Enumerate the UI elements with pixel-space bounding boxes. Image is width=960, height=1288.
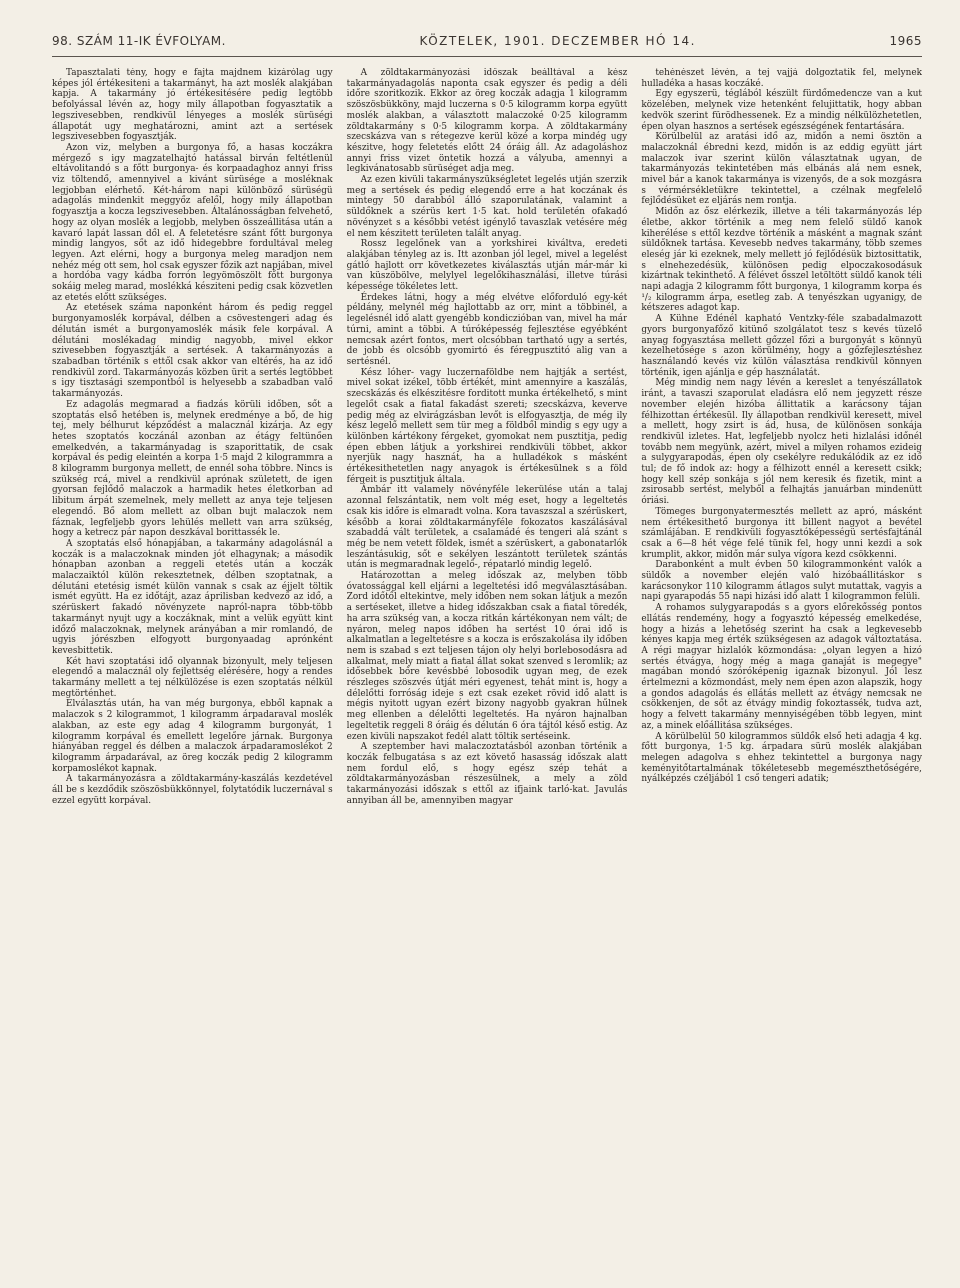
paragraph: Kész lóher- vagy luczernaföldbe nem hajtják a sertést, mivel sokat izékel, több értékét, mint amennyire a kaszálás, szecskázás és elkészitésre forditott munka értékelhető, s mint legelőt csak a fiatal fakadást szereti; szecskázva, keverve pedig még az elvirágzásban levőt is elfogyasztja, de még ily kész legelő mellett sem tür meg a földből mindig s egy ugy a különben kártékony férgeket, gyomokat nem pusztitja, pedig épen ebben látjuk a yorkshirei rendkivüli többet, akkor nyerjük nagy hasznát, ha a hulladékok s másként értékesithetetlen nagy anyagok is értékesülnek s a föld férgeit is pusztitjuk általa. (346, 367, 628, 485)
paragraph: Határozottan a meleg időszak az, melyben több óvatossággal kell eljárni a legeltetési idő megválasztásában. Zord időtől eltekintve, mely időben nem sokan látjuk a mezőn a sertéseket, illetve a hideg időszakban csak a fiatal töredék, ha arra szükség van, a kocza ritkán kártékonyan nem vált; de nyáron, meleg napos időben ha sertést 10 órai idő is alkalmatlan a legeltetésre s a kocza is erőszakolása ily időben nem is szabad s ezt teljesen tájon oly helyi borlebosodásra ad alkalmat, mely miatt a fiatal állat sokat szenved s leromlik; az idősebbek bőre kevésbbé lobosodik ugyan meg, de ezek részleges szöszvés útját méri egyenest, tehát mint is, hogy a délelőtti forróság ideje s ezt csak ezeket rövid idő alatt is mégis nyitott ugyan ezért bizony nagyobb gyakran hűlnek meg ellenben a délelőtti legeltetés. Ha nyáron hajnalban legeltetik reggeli 8 óráig és délután 6 óra tájtól késő estig. Az ezen kivüli napszakot fedél alatt töltik sertéseink. (346, 571, 628, 742)
column-2 (347, 68, 628, 1274)
header-rule (52, 56, 922, 57)
paragraph: Két havi szoptatási idő olyannak bizonyult, mely teljesen elegendő a malacznál oly fejlettség elérésére, hogy a rendes takarmány mellett a tej nélkülözése is ezen szoptatás nélkül megtörténhet. (52, 656, 333, 699)
paragraph: Midőn az ősz elérkezik, illetve a téli takarmányozás lép életbe, akkor történik a meg nem felelő süldő kanok kiherélése s ettől kezdve történik a másként a magnak szánt süldőknek tartása. Kevesebb nedves takarmány, több szemes eleség jár ki ezeknek, mely mellett jó fejlődésük biztosittatik, s elnehezedésük, különösen pedig elpoczakosodásuk kizártnak tekinthető. A félévet ősszel letöltött süldő kanok téli napi adagja 2 kilogramm főtt burgonya, 1 kilogramm korpa és ¹/₂ kilogramm árpa, esetleg zab. A tenyészkan ugyanigy, de kétszeres adagot kap. (641, 207, 922, 314)
paragraph: Ámbár itt valamely növényféle lekerülése után a talaj azonnal felszántatik, nem volt még eset, hogy a legeltetés csak kis időre is elmaradt volna. Kora tavaszszal a szérüskert, később a korai zöldtakarmányféle fokozatos kaszálásával szabaddá vált területek, a csalamádé és tengeri alá szánt s még be nem vetett földek, ismét a szérüskert, a gabonatarlók leszántásukig, sőt e sekélyen leszántott területek szántás után is megmaradnak legelő-, répatarló mindig legelő. (346, 485, 628, 571)
paragraph: Tömeges burgonyatermesztés mellett az apró, másként nem értékesithető burgonya itt billent nagyot a bevétel számlájában. E rendkivüli fogyasztóképességü sertésfajtánál csak a 6—8 hét vége felé tünik fel, hogy unni kezdi a sok krumplit, akkor, midőn már sulya vígora kezd csökkenni. (641, 506, 922, 560)
paragraph: Egy egyszerü, téglából készült fürdőmedencze van a kut közelében, melynek vize hetenként felujittatik, hogy abban kedvök szerint fürödhessenek. Ez a mindig nélkülözhetetlen, épen olyan hasznos a sertések egészségének fentartására. (641, 89, 922, 132)
paragraph: Még mindig nem nagy lévén a kereslet a tenyészállatok iránt, a tavaszi szaporulat eladásra elő nem jegyzett része november elején hizóba állittatik a karácsony tájan félhizottan értékesül. Ily állapotban rendkivül keresett, mivel a mellett, hogy zsirt is ád, husa, de különösen sonkája rendkivül izletes. Hat, legfeljebb nyolcz heti hizlalási időnél tovább nem megyünk, azért, mivel a milyen rohamos ezideig a sulygyarapodás, épen oly csekélyre redukálódik az ez idő tul; de fő indok az: hogy a félhizott ennél a keresett csikk; hogy kell szép sonkája s jól nem keresik és fizetik, mint a zsirosabb sertést, melyből a felhajtás januárban mindenütt óriási. (641, 378, 922, 507)
issue-number: 98. SZÁM 11-IK ÉVFOLYAM. (52, 34, 226, 48)
paragraph: Az ezen kivüli takarmányszükségletet legelés utján szerzik meg a sertések és pedig elegendő erre a hat koczának és mintegy 50 darabból álló szaporulatának, valamint a süldőknek a szérüs kert 1·5 kat. hold területén ofakadó növényzet s a későbbi vetést igénylő tavaszlak vetésére még el nem készitett területen talált anyag. (346, 175, 628, 239)
paragraph: Darabonként a mult évben 50 kilogrammonként valók a süldők a november elején való hizóbaállitáskor s karácsonykor 110 kilogramm átlagos sulyt mutattak, vagyis a napi gyarapodás 55 napi hizási idő alatt 1 kilogrammon felüli. (641, 560, 922, 603)
paragraph: A zöldtakarmányozási időszak beálltával a kész takarmányadagolás naponta csak egyszer és pedig a déli időre szoritkozik. Ekkor az öreg koczák adagja 1 kilogramm szöszösbükköny, majd luczerna s 0·5 kilogramm korpa együtt moslék alakban, a választott malaczoké 0·25 kilogramm zöldtakarmány s 0·5 kilogramm korpa. A zöldtakarmány szecskázva van s rétegezve kerül közé a korpa mindég ugy készitve, hogy feletetés előtt 24 óráig áll. Az adagoláshoz annyi friss vizet öntetik hozzá a vályuba, amennyi a legkivánatosabb sürüséget adja meg. (346, 68, 628, 175)
paragraph: tehénészet lévén, a tej vajjá dolgoztatik fel, melynek hulladéka a hasas koczáké. (641, 68, 922, 89)
paragraph: Elválasztás után, ha van még burgonya, ebből kapnak a malaczok s 2 kilogrammot, 1 kilogramm árpadaraval moslék alakban, az este egy adag 4 kilogramm burgonyát, 1 kilogramm korpával és emellett legelőre járnak. Burgonya hiányában reggel és délben a malaczok árpadaramoslékot 2 kilogramm árpadarával, az öreg koczák pedig 2 kilogramm korpamoslékot kapnak. (52, 699, 333, 774)
paragraph: A körülbelül 50 kilogrammos süldők első heti adagja 4 kg. főtt burgonya, 1·5 kg. árpadara sürü moslék alakjában melegen adagolva s ehhez tekintettel a burgonya nagy keményitőtartalmának tökéletesebb megemészthetőségére, nyálképzés czéljából 1 cső tengeri adatik; (641, 731, 922, 785)
paragraph: Körülbelül az aratási idő az, midőn a nemi ösztön a malaczoknál ébredni kezd, midőn is az eddig együtt járt malaczok ivar szerint külön választatnak ugyan, de takarmányozás tekintetében más elbánás alá nem esnek, mivel bár a kanok takarmánya is vizenyős, de a sok mozgásra s vérmérsékletükre tekintettel, a czélnak megfelelő fejlődésüket ez eljárás nem rontja. (641, 132, 922, 207)
paragraph: Azon viz, melyben a burgonya fő, a hasas koczákra mérgező s igy magzatelhajtó hatással birván feltétlenül eltávolitandó s a főtt burgonya- és korpaadaghoz annyi friss viz töltendő, amennyivel a kivánt sürüsége a mosléknak legjobban elérhető. Két-három napi különböző sürüségü adagolás mindenkit meggyőz afelől, hogy mily állapotban fogyasztja a kocza legszivesebben. Általánosságban felvehető, hogy az olyan moslék a legjobb, melyben összeállitása után a kavaró lapát lassan dől el. A feletetésre szánt főtt burgonya mindig langyos, sőt az idő hidegebbre fordultával meleg legyen. Azt elérni, hogy a burgonya meleg maradjon nem nehéz még ott sem, hol csak egyszer főzik azt napjában, mivel a hordóba vagy kádba forrón legyömöszölt főtt burgonya sokáig meleg marad, moslékká késziteni pedig csak közvetlen az etetés előtt szükséges. (52, 142, 333, 303)
page-number: 1965 (889, 34, 922, 48)
publication-date: KÖZTELEK, 1901. DECZEMBER HÓ 14. (419, 34, 696, 48)
column-1 (52, 68, 333, 1274)
paragraph: A takarmányozásra a zöldtakarmány-kaszálás kezdetével áll be s kezdődik szöszösbükkönnyel, folytatódik luczernával s ezzel együtt korpával. (52, 774, 333, 806)
paragraph: A rohamos sulygyarapodás s a gyors előrekősség pontos ellátás rendemény, hogy a fogyasztó képesség emelkedése, hogy a hizás a lehetőség szerint ha csak a legkevesebb kényes kapja meg érték szükségesen az adagok változtatása. A régi magyar hizlalók közmondása: „olyan legyen a hizó sertés étvágya, hogy még a maga ganaját is megegye" magában mondó szóróképenig igaznak bizonyul. Jól lesz értelmezni a közmondást, mely nem épen azon alapszik, hogy a gondos adagolás és ellátás mellett az étvágy nemcsak ne csökkenjen, de sőt az étvágy mindig fokoztassék, tudva azt, hogy a felvett takarmány mennyiségében több legyen, mint az, a minek előállitása szükséges. (641, 603, 922, 731)
paragraph: A szeptember havi malaczoztatásból azonban történik a koczák felbugatása s az ezt követő hasasság időszak alatt nem fordul elő, s hogy egész szép tehát a zöldtakarmányozásban részesülnek, a mely a zöld takarmányozási időszak s ettől az ifjaink tarló-kat. Javulás annyiban áll be, amennyiben magyar (346, 742, 628, 806)
paragraph: Rossz legelőnek van a yorkshirei kiváltva, eredeti alakjában tényleg az is. Itt azonban jól legel, mivel a legelést gátló hajlott orr következetes kiválasztás utján már-már ki van küszöbölve, melylyel legelőkihasználási, illetve túrási képessége tökéletes lett. (346, 239, 628, 293)
paragraph: Ez adagolás megmarad a fiadzás körüli időben, sőt a szoptatás első hetében is, melynek eredménye a bő, de hig tej, mely bélhurut képződést a malacznál kizárja. Az egy hetes szoptatós koczánál azonban az étágy feltünően emelkedvén, a takarmányadag is szaporittatik, de csak korpával és pedig eleintén a korpa 1·5 majd 2 kilogrammra a 8 kilogramm burgonya mellett, de ennél soha többre. Nincs is szükség rcá, mivel a rendkivül aprónak született, de igen gyorsan fejlődő malaczok a harmadik hetes életkorban ad libitum árpát szemelnek, mely mellett az anya teje teljesen elegendő. Bő alom mellett az olban bujt malaczok nem fáznak, legfeljebb gyors lehülés mellett van arra szükség, hogy a ketrecz pár napon deszkával borittassék le. (52, 399, 333, 539)
paragraph: Az etetések száma naponként három és pedig reggel burgonyamoslék korpával, délben a csövestengeri adag és délután ismét a burgonyamoslék másik fele korpával. A délutáni moslékadag mindig nagyobb, mivel ekkor szivesebben fogyasztják a sertések. A takarmányozás a szabadban történik s ettől csak akkor van eltérés, ha az idő rendkivül zord. Takarmányozás közben ürit a sertés legtöbbet s igy tisztasági szempontból is helyesebb a szabadban valő takarmányozás. (52, 303, 333, 400)
page-header (52, 34, 922, 48)
article-columns (52, 68, 922, 1274)
paragraph: A Kühne Edénél kapható Ventzky-féle szabadalmazott gyors burgonyafőző kitünő szolgálatot tesz s kevés tüzelő anyag fogyasztása mellett gőzzel főzi a burgonyát s könnyü kezelhetősége s azon körülmény, hogy a gőzfejlesztéshez használandó kevés viz külön választása rendkivül könnyen történik, igen ajánlja e gép használatát. (641, 314, 922, 378)
paragraph: Tapasztalati tény, hogy e fajta majdnem kizárólag ugy képes jól értékesiteni a takarmányt, ha azt moslék alakjában kapja. A takarmány jó értékesitésére pedig legtöbb befolyással lévén az, hogy mily állapotban fogyasztatik a legszivesebben, rendkivül lényeges a moslék sürüségi állapotát ugy meghatározni, amint azt a sertések legszivesebben fogyasztják. (52, 68, 333, 143)
paragraph: Érdekes látni, hogy a még elvétve előforduló egy-két példány, melynél még hajlottabb az orr, mint a többinél, a legelésnél idő alatt gyengébb kondiczióban van, mivel ha már túrni, amint a többi. A túróképesség fejlesztése egyébként nemcsak azért fontos, mert olcsóbban tartható ugy a sertés, de jobb és olcsóbb gyomirtó és féregpusztitó alig van a sertésnél. (346, 292, 628, 367)
column-3 (641, 68, 922, 1274)
paragraph: A szoptatás első hónapjában, a takarmány adagolásnál a koczák is a malaczoknak minden jót elhagynak; a második hónapban azonban a reggeli etetés után a koczák malaczaiktól külön rekesztetnek, délben szoptatnak, a délutáni etetésig ismét külön vannak s csak az éjjelt töltik ismét együtt. Ha ez időtájt, azaz áprilisban kedvező az idő, a szérüskert fakadó növényzete napról-napra több-több takarmányt nyujt ugy a koczáknak, mint a velük együtt kint időző malaczoknak, melynek arányában a mir romlandó, de ugyis jórészben elfogyott burgonyaadag aprónként kevesbittetik. (52, 538, 333, 656)
